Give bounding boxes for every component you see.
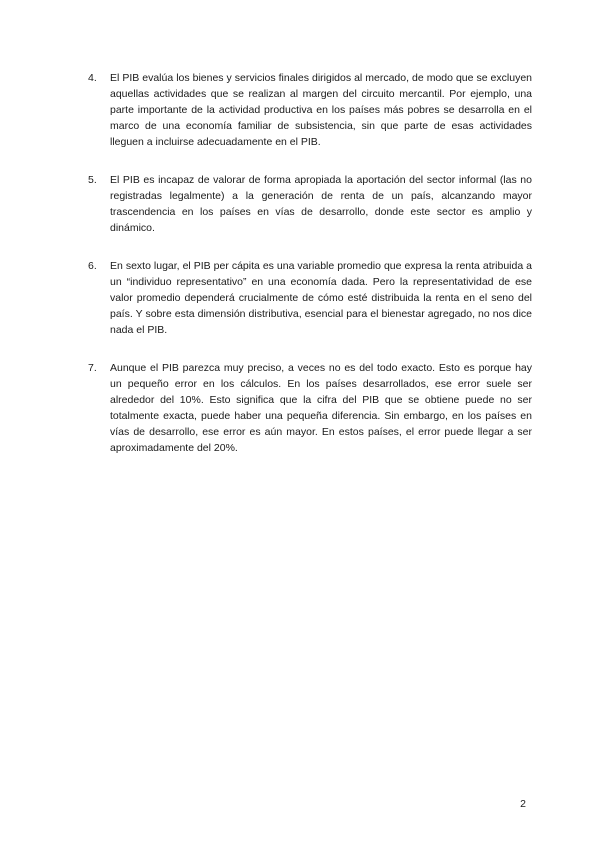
list-item-text: El PIB es incapaz de valorar de forma apropiada la aportación del sector informal (las no registradas legalmente) a la generación de renta de un país, alcanzando mayor trascendencia en los países en vías de desarrollo, donde este sector es amplio y dinámico. [110, 174, 532, 234]
list-item-text: En sexto lugar, el PIB per cápita es una variable promedio que expresa la renta atribuida a un “individuo representativo” en una economía dada. Pero la representatividad de ese valor promedio dependerá crucialmente de cómo esté distribuida la renta en el seno del país. Y sobre esta dimensión distributiva, esencial para el bienestar agregado, no nos dice nada el PIB. [110, 260, 532, 336]
list-item-number: 7. [88, 362, 97, 374]
list-item-text: Aunque el PIB parezca muy preciso, a veces no es del todo exacto. Esto es porque hay un pequeño error en los cálculos. En los países desarrollados, ese error suele ser alrededor del 10%. Esto significa que la cifra del PIB que se obtiene puede no ser totalmente exacta, puede haber una pequeña diferencia. Sin embargo, en los países en vías de desarrollo, ese error es aún mayor. En estos países, el error puede llegar a ser aproximadamente del 20%. [110, 362, 532, 454]
numbered-list [88, 70, 532, 478]
list-item-number: 5. [88, 174, 97, 186]
list-item-number: 4. [88, 72, 97, 84]
list-item [88, 70, 532, 150]
list-item-number: 6. [88, 260, 97, 272]
list-item [88, 360, 532, 456]
page-number: 2 [520, 798, 526, 810]
list-item [88, 258, 532, 338]
list-item-text: El PIB evalúa los bienes y servicios finales dirigidos al mercado, de modo que se excluyen aquellas actividades que se realizan al margen del circuito mercantil. Por ejemplo, una parte importante de la actividad productiva en los países más pobres se desarrolla en el marco de una economía familiar de subsistencia, sin que parte de esas actividades lleguen a incluirse adecuadamente en el PIB. [110, 72, 532, 148]
list-item [88, 172, 532, 236]
